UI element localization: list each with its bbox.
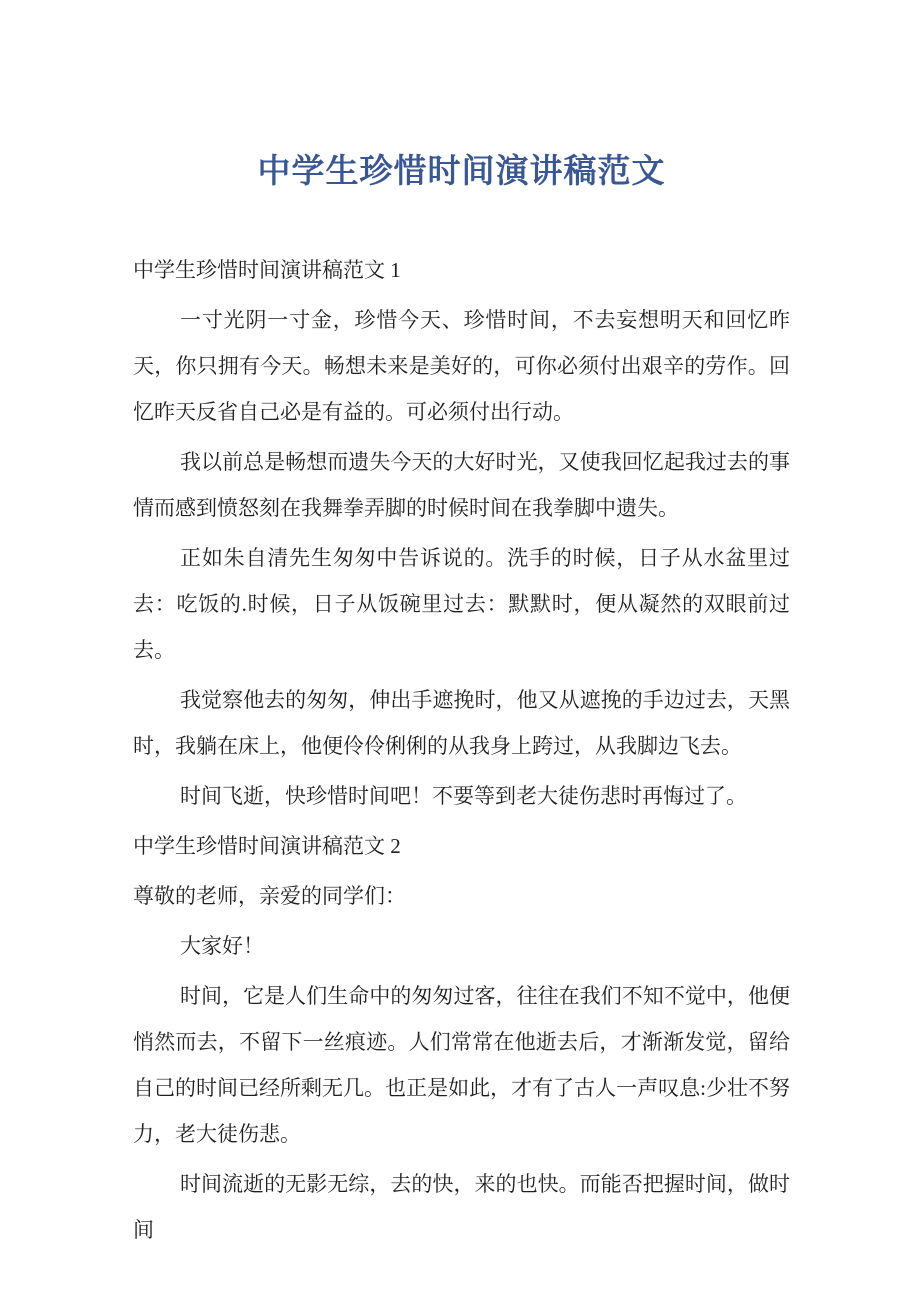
paragraph: 时间流逝的无影无综，去的快，来的也快。而能否把握时间，做时间 (133, 1172, 790, 1242)
section-heading: 中学生珍惜时间演讲稿范文 1 (133, 258, 401, 282)
paragraph: 尊敬的老师，亲爱的同学们： (133, 884, 406, 908)
paragraph: 时间，它是人们生命中的匆匆过客，往往在我们不知不觉中，他便悄然而去，不留下一丝痕迹。人们常常在他逝去后，才渐渐发觉，留给自己的时间已经所剩无几。也正是如此，才有了古人一声叹息:少壮不努力，老大徒伤悲。 (133, 984, 790, 1146)
paragraph: 正如朱自清先生匆匆中告诉说的。洗手的时候，日子从水盆里过去：吃饭的.时候，日子从饭碗里过去：默默时，便从凝然的双眼前过去。 (133, 546, 790, 662)
paragraph: 时间飞逝，快珍惜时间吧！不要等到老大徒伤悲时再悔过了。 (180, 784, 747, 808)
document-title: 中学生珍惜时间演讲稿范文 (257, 152, 666, 189)
paragraph: 我以前总是畅想而遗失今天的大好时光，又使我回忆起我过去的事情而感到愤怒刻在我舞拳弄脚的时候时间在我拳脚中遗失。 (133, 450, 790, 520)
paragraph: 大家好！ (180, 934, 264, 958)
paragraph: 一寸光阴一寸金，珍惜今天、珍惜时间，不去妄想明天和回忆昨天，你只拥有今天。畅想未来是美好的，可你必须付出艰辛的劳作。回忆昨天反省自己必是有益的。可必须付出行动。 (133, 308, 790, 424)
paragraph: 我觉察他去的匆匆，伸出手遮挽时，他又从遮挽的手边过去，天黑时，我躺在床上，他便伶伶俐俐的从我身上跨过，从我脚边飞去。 (133, 688, 790, 758)
document-body (133, 247, 790, 1253)
section-heading: 中学生珍惜时间演讲稿范文 2 (133, 834, 401, 858)
